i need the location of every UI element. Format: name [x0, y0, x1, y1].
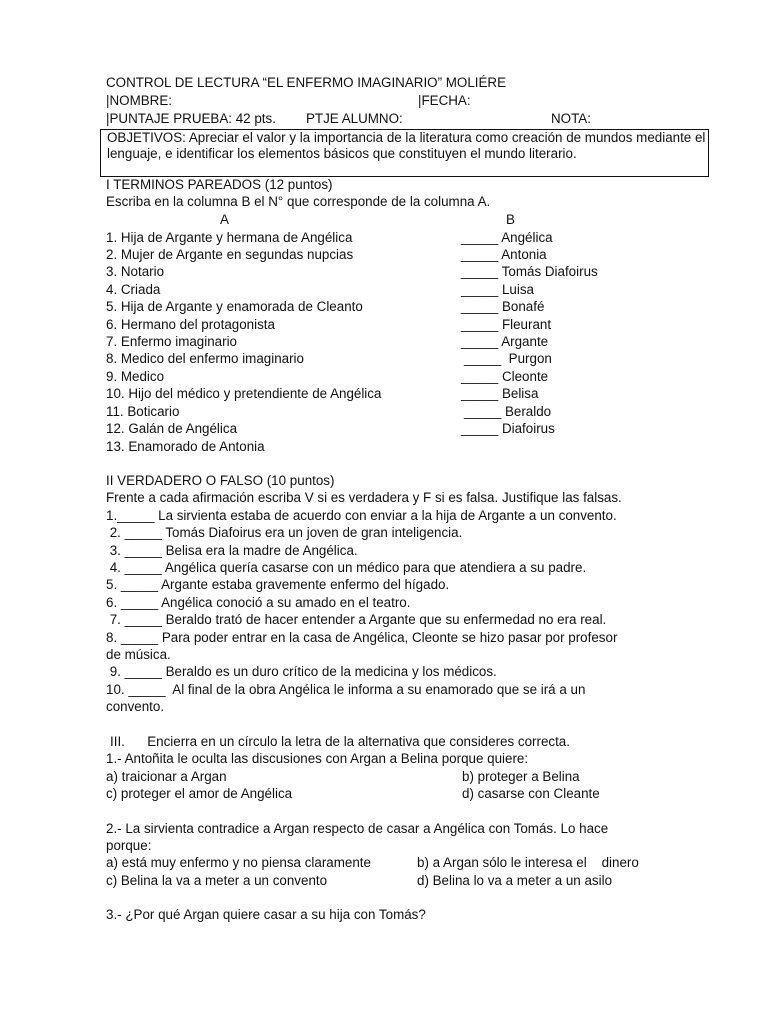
column-a-item: 10. Hijo del médico y pretendiente de Angélica — [106, 386, 382, 401]
question-1: 1.- Antoñita le oculta las discusiones con Argan a Belina porque quiere: — [106, 751, 529, 766]
grade-label: NOTA: — [551, 111, 591, 126]
column-b-item: _____ Fleurant — [461, 317, 552, 332]
column-a-item: 2. Mujer de Argante en segundas nupcias — [106, 247, 354, 262]
column-a-item: 11. Boticario — [106, 404, 180, 419]
objectives-text: OBJETIVOS: Apreciar el valor y la importancia de la literatura como creación de mundos mediante el lenguaje, e identificar los elementos básicos que constituyen el mundo literario. — [107, 130, 706, 161]
q2-option-d: d) Belina lo va a meter a un asilo — [417, 873, 613, 888]
column-a-item: 3. Notario — [106, 264, 165, 279]
true-false-item: 7. _____ Beraldo trató de hacer entender a Argante que su enfermedad no era real. — [106, 612, 607, 627]
true-false-item: 4. _____ Angélica quería casarse con un médico para que atendiera a su padre. — [106, 560, 587, 575]
document-title: CONTROL DE LECTURA “EL ENFERMO IMAGINARIO” MOLIÉRE — [106, 75, 507, 90]
column-b-item: _____ Antonia — [461, 247, 547, 262]
column-a-header: A — [220, 212, 229, 227]
date-field-label: |FECHA: — [418, 93, 471, 108]
section1-instruction: Escriba en la columna B el N° que corresponde de la columna A. — [106, 194, 491, 209]
true-false-item: 1._____ La sirvienta estaba de acuerdo con enviar a la hija de Argante a un convento. — [106, 508, 617, 523]
true-false-item: 10. _____ Al final de la obra Angélica le informa a su enamorado que se irá a un — [106, 682, 586, 697]
question-3: 3.- ¿Por qué Argan quiere casar a su hija con Tomás? — [106, 907, 426, 922]
q1-option-b: b) proteger a Belina — [462, 769, 580, 784]
q2-option-a: a) está muy enfermo y no piensa claramente — [106, 855, 371, 870]
q1-option-a: a) traicionar a Argan — [106, 769, 227, 784]
column-b-item: _____ Bonafé — [461, 299, 545, 314]
q1-option-c: c) proteger el amor de Angélica — [106, 786, 293, 801]
q2-option-c: c) Belina la va a meter a un convento — [106, 873, 328, 888]
column-a-item: 1. Hija de Argante y hermana de Angélica — [106, 230, 353, 245]
section2-instruction: Frente a cada afirmación escriba V si es verdadera y F si es falsa. Justifique las falsas. — [106, 490, 622, 505]
section3-title: III. Encierra en un círculo la letra de la alternativa que consideres correcta. — [110, 734, 570, 749]
column-b-item: _____ Diafoirus — [461, 421, 555, 436]
true-false-item: 2. _____ Tomás Diafoirus era un joven de gran inteligencia. — [106, 525, 463, 540]
true-false-item: 5. _____ Argante estaba gravemente enfermo del hígado. — [106, 577, 450, 592]
column-b-item: _____ Luisa — [461, 282, 534, 297]
column-a-item: 4. Criada — [106, 282, 161, 297]
true-false-item: 8. _____ Para poder entrar en la casa de Angélica, Cleonte se hizo pasar por profesor — [106, 630, 618, 645]
column-a-item: 9. Medico — [106, 369, 165, 384]
column-b-item: _____ Angélica — [461, 230, 553, 245]
column-a-item: 12. Galán de Angélica — [106, 421, 238, 436]
question-2: 2.- La sirvienta contradice a Argan respecto de casar a Angélica con Tomás. Lo hace — [106, 821, 609, 836]
student-score-label: PTJE ALUMNO: — [306, 111, 403, 126]
true-false-item: 9. _____ Beraldo es un duro crítico de la medicina y los médicos. — [106, 664, 497, 679]
q1-option-d: d) casarse con Cleante — [462, 786, 600, 801]
column-b-item: _____ Cleonte — [461, 369, 549, 384]
column-a-item: 6. Hermano del protagonista — [106, 317, 275, 332]
column-a-item: 8. Medico del enfermo imaginario — [106, 351, 304, 366]
test-score-label: |PUNTAJE PRUEBA: 42 pts. — [106, 111, 276, 126]
section2-title: II VERDADERO O FALSO (10 puntos) — [106, 473, 335, 488]
objectives-box — [100, 129, 709, 177]
column-b-item: _____ Beraldo — [464, 404, 552, 419]
true-false-item-continued: convento. — [106, 699, 165, 714]
section1-title: I TERMINOS PAREADOS (12 puntos) — [106, 177, 333, 192]
column-a-item: 7. Enfermo imaginario — [106, 334, 237, 349]
column-b-header: B — [506, 212, 515, 227]
column-b-item: _____ Belisa — [461, 386, 539, 401]
column-a-item: 13. Enamorado de Antonia — [106, 439, 265, 454]
column-b-item: _____ Purgon — [464, 351, 552, 366]
question-2-continued: porque: — [106, 838, 152, 853]
true-false-item: 6. _____ Angélica conoció a su amado en el teatro. — [106, 595, 411, 610]
column-a-item: 5. Hija de Argante y enamorada de Cleanto — [106, 299, 363, 314]
true-false-item-continued: de música. — [106, 647, 171, 662]
column-b-item: _____ Argante — [461, 334, 549, 349]
column-b-item: _____ Tomás Diafoirus — [461, 264, 598, 279]
name-field-label: |NOMBRE: — [106, 93, 172, 108]
q2-option-b: b) a Argan sólo le interesa el dinero — [417, 855, 639, 870]
true-false-item: 3. _____ Belisa era la madre de Angélica. — [106, 543, 358, 558]
